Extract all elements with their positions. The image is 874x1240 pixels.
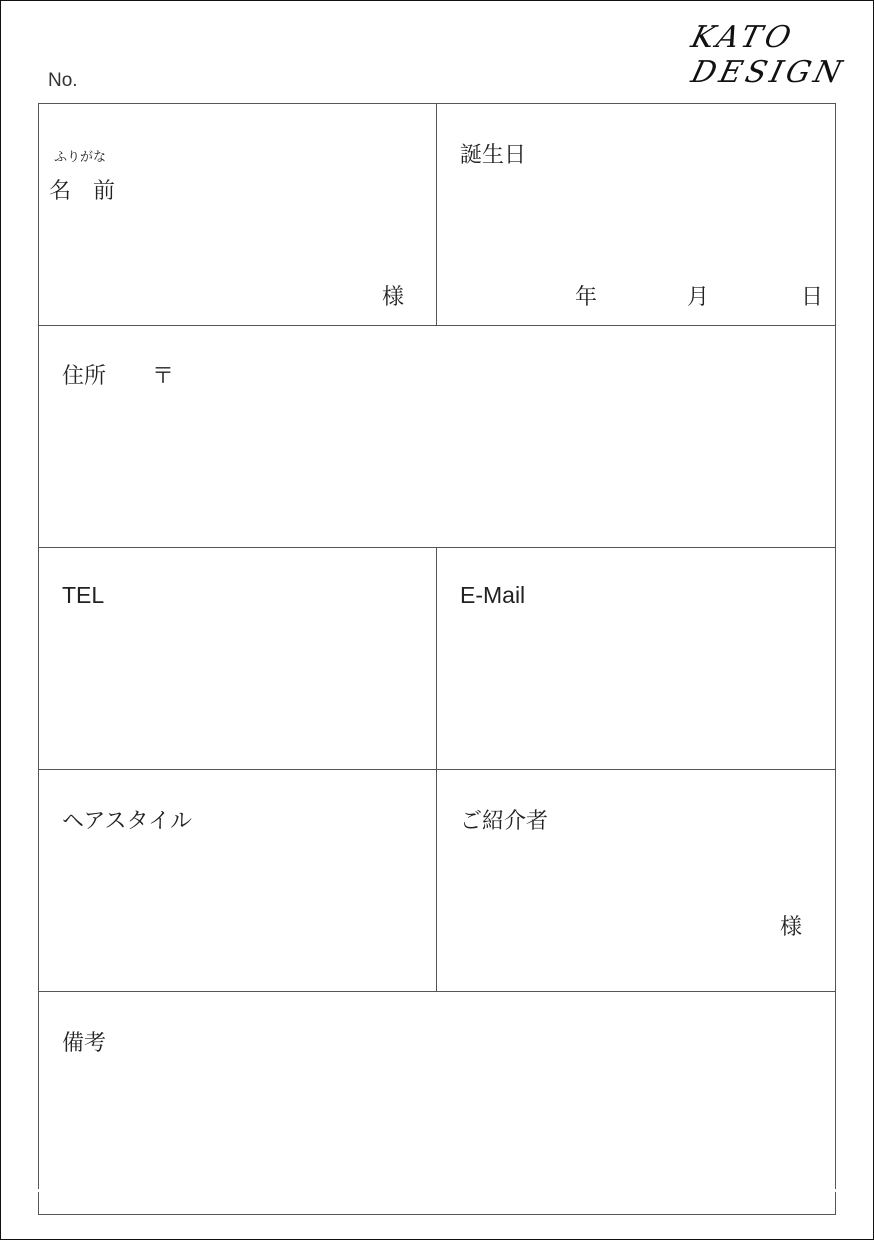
notes-field[interactable]: [38, 991, 836, 1215]
referrer-field[interactable]: [436, 769, 836, 992]
notes-label: 備考: [62, 1031, 107, 1056]
record-number-label: No.: [48, 70, 78, 91]
referrer-honorific: 様: [780, 915, 803, 940]
address-label: 住所: [62, 364, 107, 389]
border-gap-right: [833, 1189, 839, 1192]
hairstyle-label: ヘアスタイル: [62, 809, 193, 834]
name-field[interactable]: [38, 103, 437, 326]
email-field[interactable]: [436, 547, 836, 770]
address-field[interactable]: [38, 325, 836, 548]
logo-line-2: DESIGN: [687, 55, 849, 90]
birthday-day-unit: 日: [801, 285, 824, 310]
brand-logo: [687, 20, 849, 90]
name-honorific: 様: [382, 285, 405, 310]
email-label: E-Mail: [460, 582, 526, 608]
logo-line-1: KATO: [687, 20, 799, 55]
furigana-label: ふりがな: [54, 150, 107, 165]
tel-field[interactable]: [38, 547, 437, 770]
border-gap-left: [36, 1189, 42, 1192]
postal-mark: 〒: [152, 364, 175, 389]
tel-label: TEL: [62, 582, 105, 608]
name-label: 名 前: [49, 179, 116, 204]
hairstyle-field[interactable]: [38, 769, 437, 992]
birthday-year-unit: 年: [575, 285, 598, 310]
birthday-label: 誕生日: [460, 143, 527, 168]
birthday-month-unit: 月: [687, 285, 710, 310]
referrer-label: ご紹介者: [460, 809, 549, 834]
birthday-field[interactable]: [436, 103, 836, 326]
customer-card-form: [38, 103, 836, 1215]
